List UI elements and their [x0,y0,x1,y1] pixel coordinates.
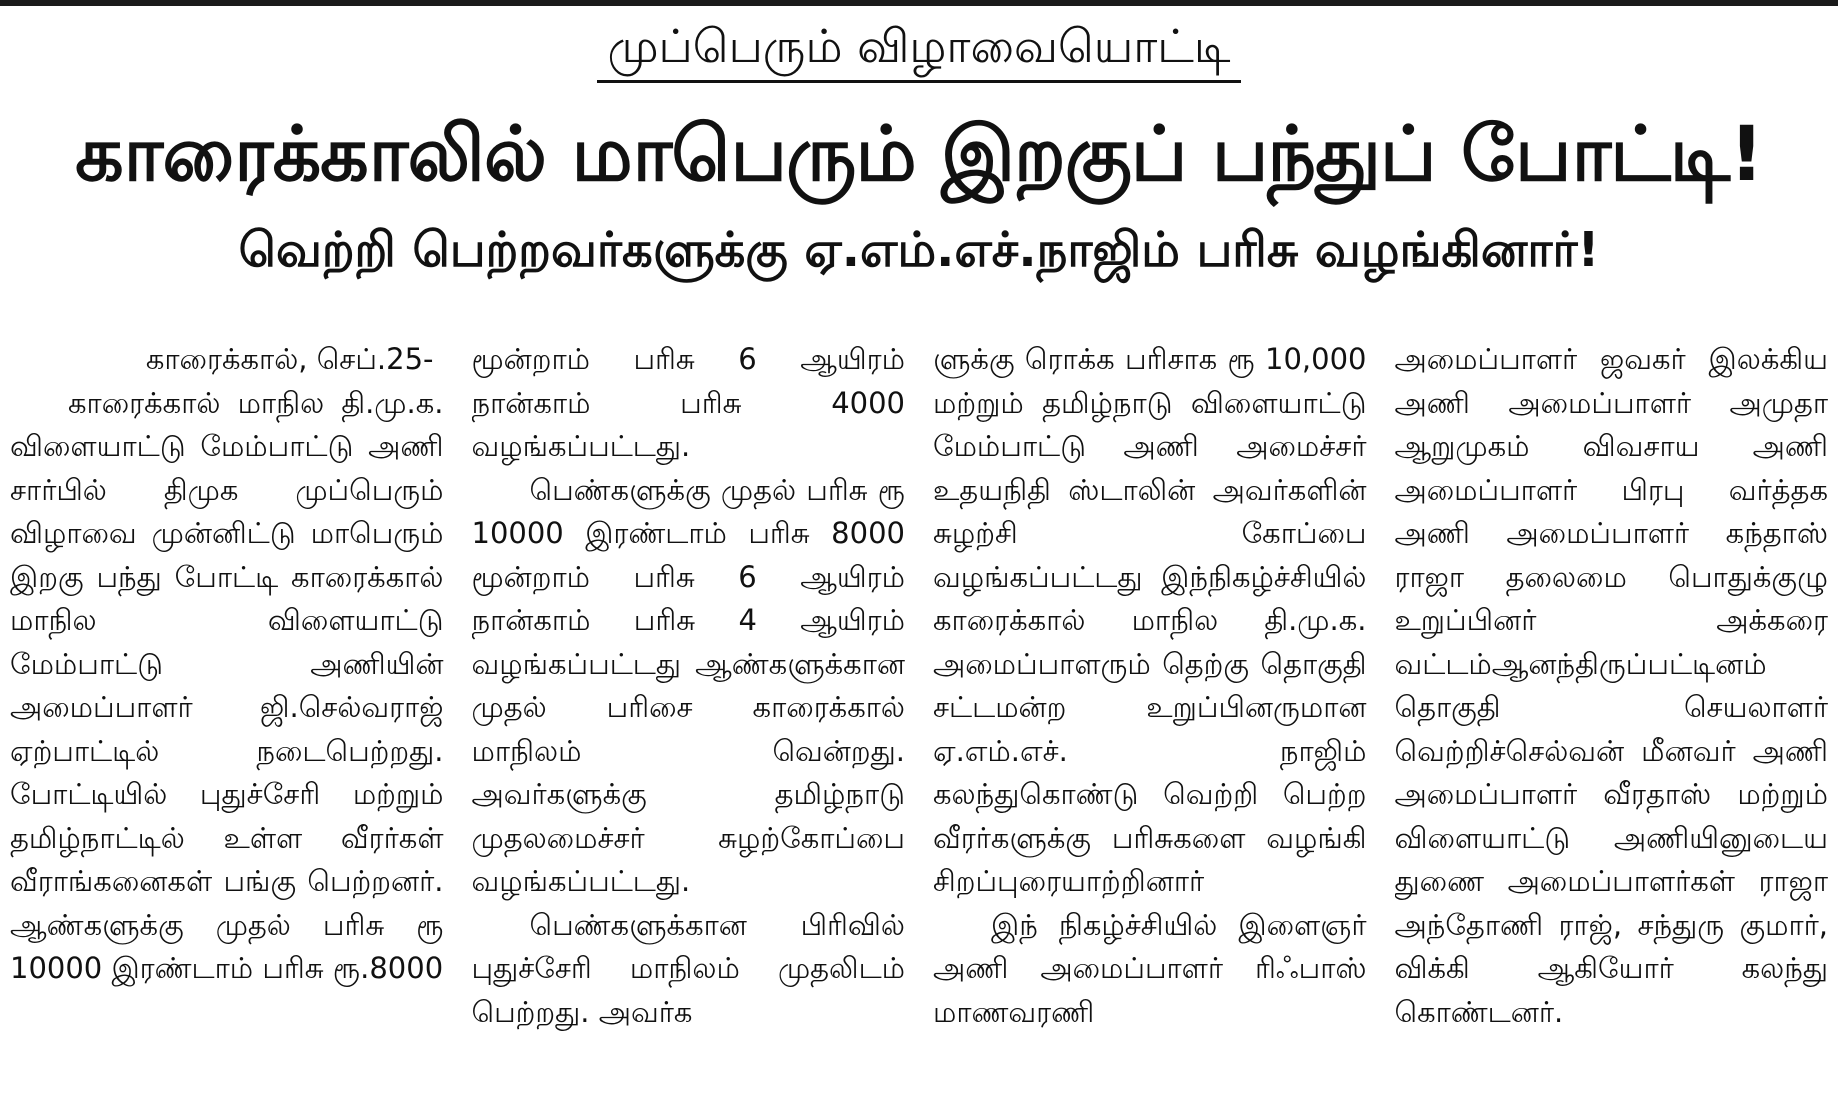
article-subheadline: வெற்றி பெற்றவர்களுக்கு ஏ.எம்.எச்.நாஜிம் பரிசு வழங்கினார்! [238,222,1600,278]
body-paragraph: பெண்களுக்கான பிரிவில் புதுச்சேரி மாநிலம் முதலிடம் பெற்றது. அவர்க [471,907,905,1029]
article-column-1 [10,338,444,1094]
article-column-4 [1395,338,1829,1094]
body-paragraph: பெண்களுக்கு முதல் பரிசு ரூ 10000 இரண்டாம் பரிசு 8000 மூன்றாம் பரிசு 6 ஆயிரம் நான்காம் பரிசு 4 ஆயிரம் வழங்கப்பட்டது ஆண்களுக்கான முதல் பரிசை காரைக்கால் மாநிலம் வென்றது. அவர்களுக்கு தமிழ்நாடு முதலமைச்சர் சுழற்கோப்பை வழங்கப்பட்டது. [471,472,905,898]
body-paragraph: மூன்றாம் பரிசு 6 ஆயிரம் நான்காம் பரிசு 4000 வழங்கப்பட்டது. [471,342,905,463]
article-column-2 [472,338,906,1094]
body-paragraph: காரைக்கால் மாநில தி.மு.க. விளையாட்டு மேம்பாட்டு அணி சார்பில் திமுக முப்பெரும் விழாவை முன்னிட்டு மாபெரும் இறகு பந்து போட்டி காரைக்கால் மாநில விளையாட்டு மேம்பாட்டு அணியின் அமைப்பாளர் ஜி.செல்வராஜ் ஏற்பாட்டில் நடைபெற்றது. போட்டியில் புதுச்சேரி மற்றும் தமிழ்நாட்டில் உள்ள வீரர்கள் வீராங்கனைகள் பங்கு பெற்றனர். ஆண்களுக்கு முதல் பரிசு ரூ 10000 இரண்டாம் பரிசு ரூ.8000 [10,385,444,985]
article-headline: காரைக்காலில் மாபெரும் இறகுப் பந்துப் போட்டி! [75,109,1763,198]
body-paragraph: ளுக்கு ரொக்க பரிசாக ரூ 10,000 மற்றும் தமிழ்நாடு விளையாட்டு மேம்பாட்டு அணி அமைச்சர் உதயநிதி ஸ்டாலின் அவர்களின் சுழற்சி கோப்பை வழங்கப்பட்டது இந்நிகழ்ச்சியில் காரைக்கால் மாநில தி.மு.க. அமைப்பாளரும் தெற்கு தொகுதி சட்டமன்ற உறுப்பினருமான ஏ.எம்.எச். நாஜிம் கலந்துகொண்டு வெற்றி பெற்ற வீரர்களுக்கு பரிசுகளை வழங்கி சிறப்புரையாற்றினார் [933,342,1367,898]
body-paragraph: அமைப்பாளர் ஜவகர் இலக்கிய அணி அமைப்பாளர் அமுதா ஆறுமுகம் விவசாய அணி அமைப்பாளர் பிரபு வர்த்தக அணி அமைப்பாளர் கந்தாஸ் ராஜா தலைமை பொதுக்குழு உறுப்பினர் அக்கரை வட்டம்ஆனந்திருப்பட்டினம் தொகுதி செயலாளர் வெற்றிச்செல்வன் மீனவர் அணி அமைப்பாளர் வீரதாஸ் மற்றும் விளையாட்டு அணியினுடைய துணை அமைப்பாளர்கள் ராஜா அந்தோணி ராஜ், சந்துரு குமார், விக்கி ஆகியோர் கலந்து கொண்டனர். [1394,342,1828,1029]
article-kicker: முப்பெரும் விழாவையொட்டி [597,16,1240,83]
kicker-container [10,16,1828,94]
article-dateline: காரைக்கால், செப்.25- [145,342,434,376]
top-border-rule [0,0,1838,6]
body-paragraph: இந் நிகழ்ச்சியில் இளைஞர் அணி அமைப்பாளர் ரிஃபாஸ் மாணவரணி [933,907,1367,1029]
article-column-3 [933,338,1367,1094]
article-body [10,338,1828,1094]
